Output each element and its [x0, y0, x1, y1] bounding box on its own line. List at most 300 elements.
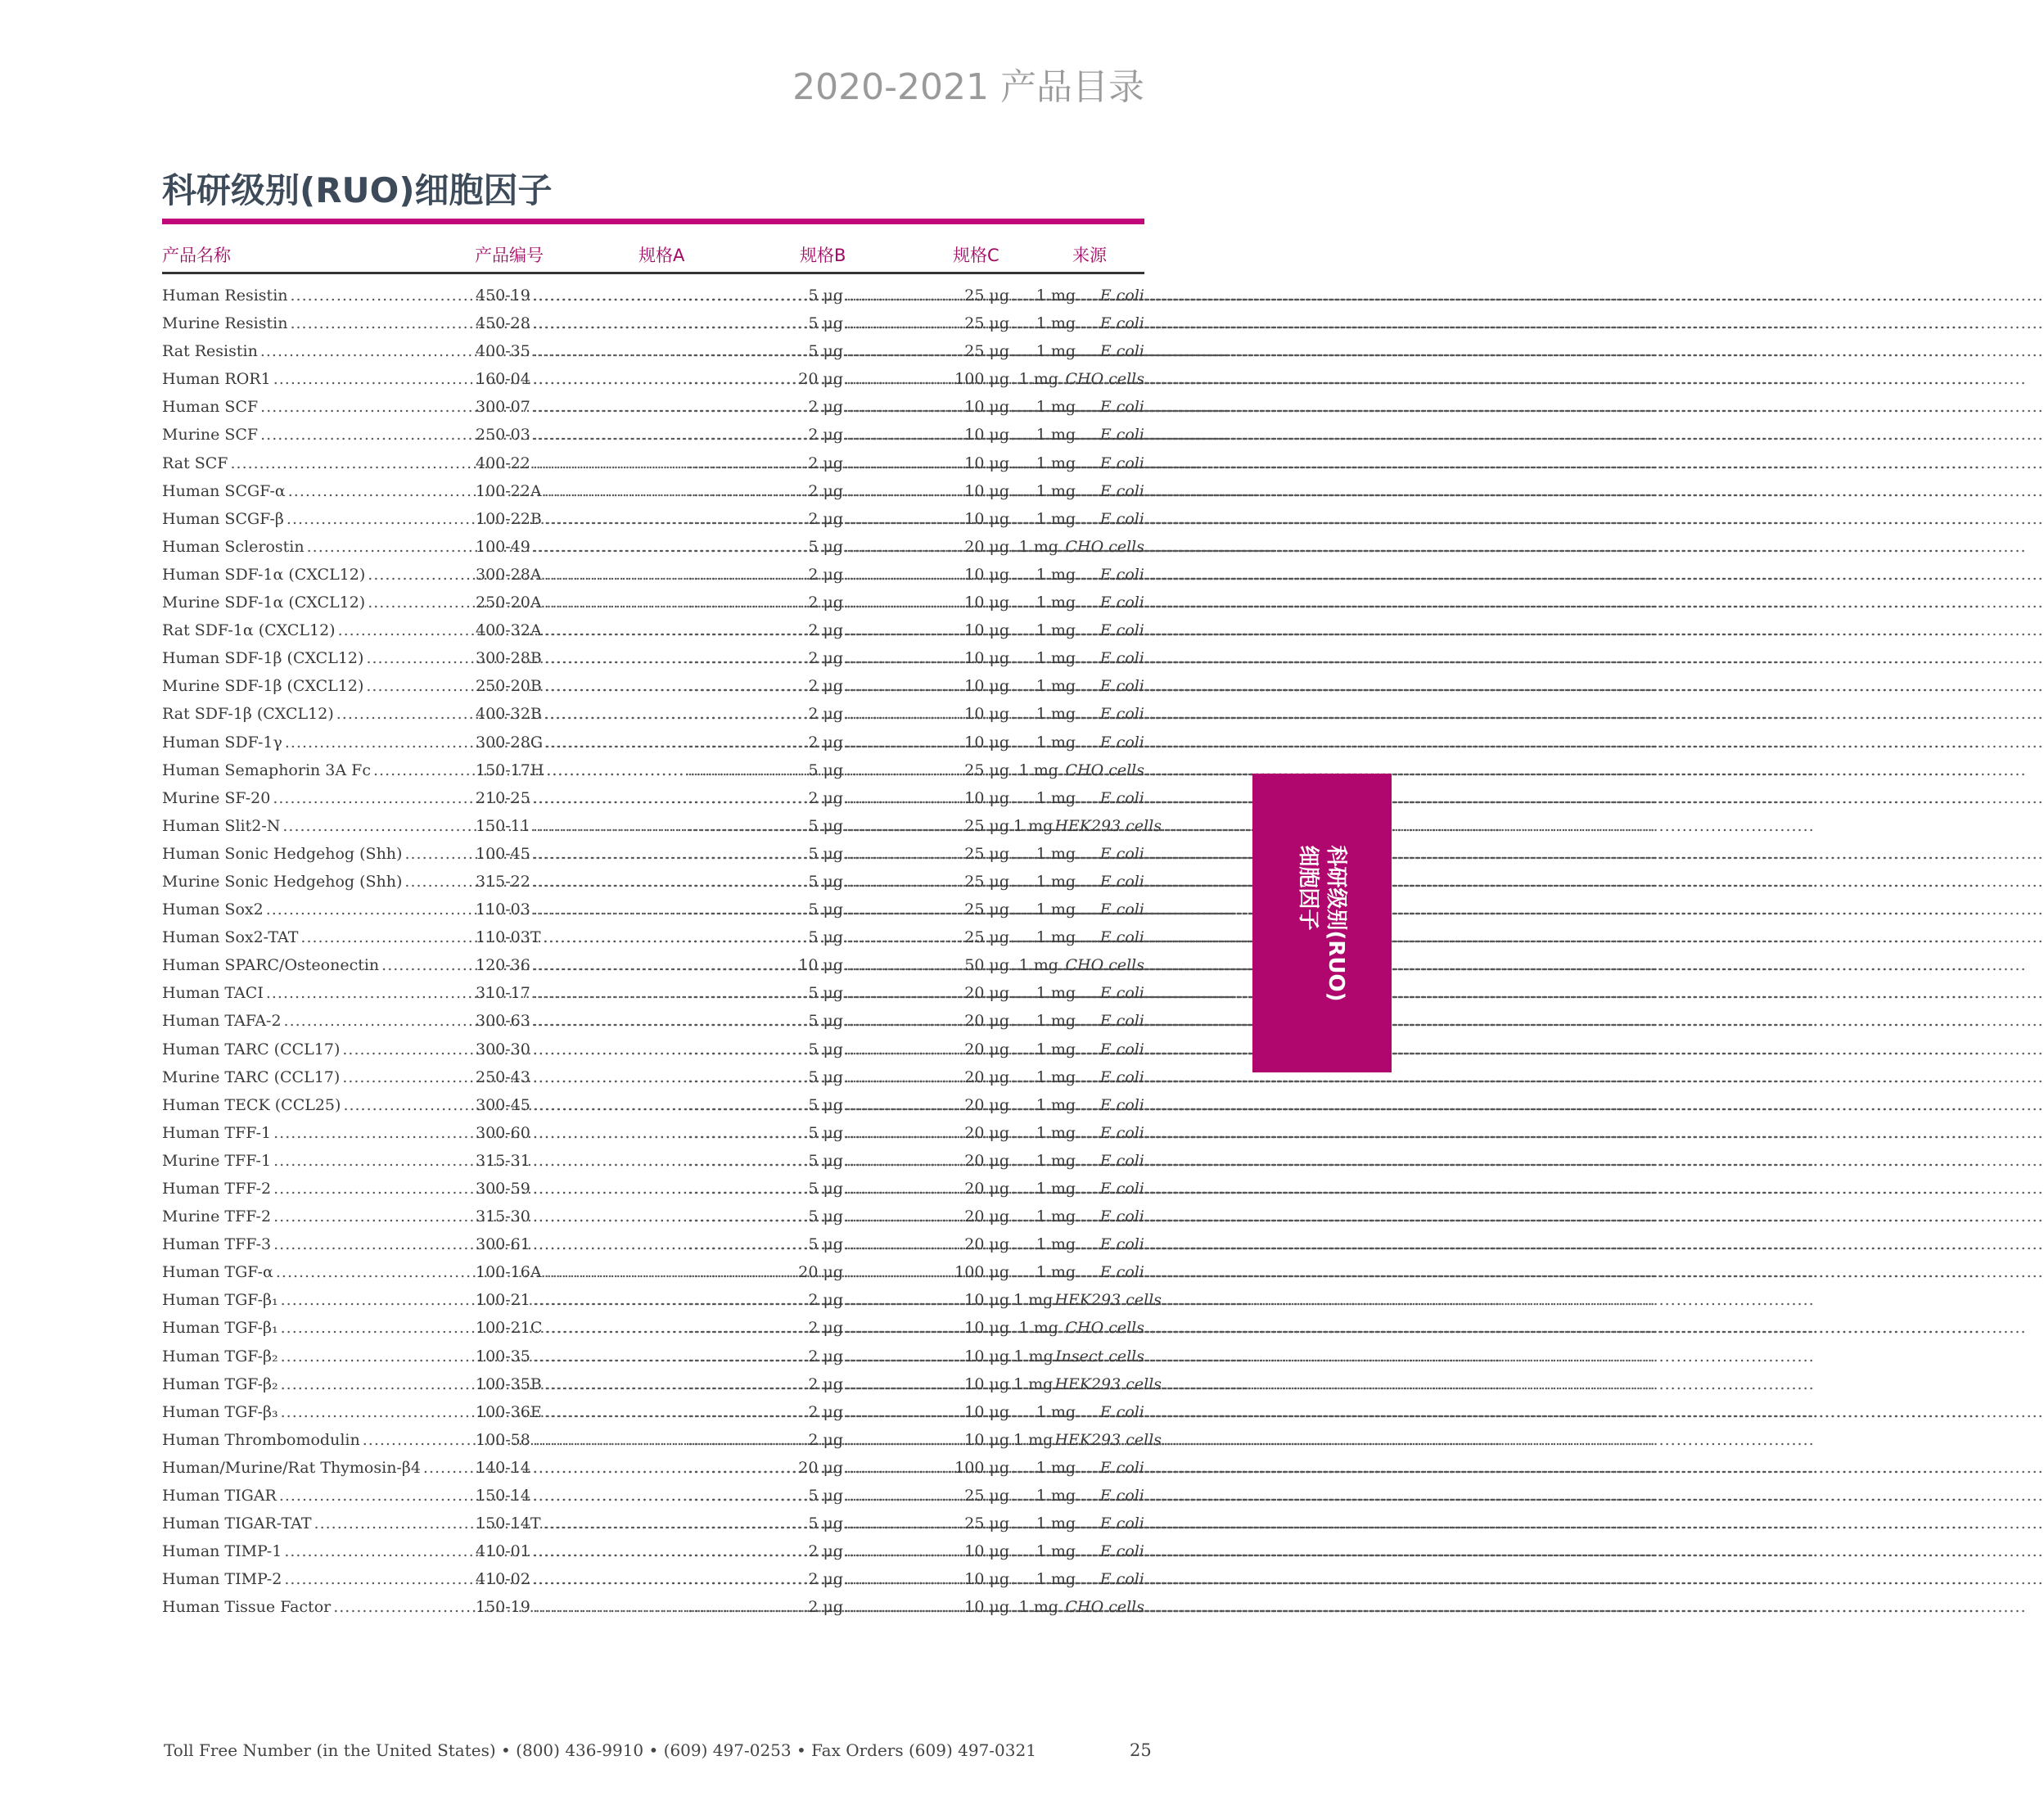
- dot-leader: [404, 873, 475, 891]
- section-title: 科研级别(RUO)细胞因子: [162, 170, 553, 210]
- size-b: 10 μg: [964, 1319, 1009, 1338]
- size-b: 100 μg: [954, 370, 1009, 389]
- product-name: Human TIMP-2: [162, 1570, 282, 1589]
- table-row: [162, 1204, 1144, 1232]
- product-name: Human Semaphorin 3A Fc: [162, 761, 371, 779]
- dot-leader: [846, 1263, 953, 1281]
- table-row: [162, 395, 1144, 422]
- table-row: [162, 1065, 1144, 1093]
- size-c: 1 mg: [1036, 594, 1076, 612]
- dot-leader: [1076, 594, 1099, 612]
- size-b: 10 μg: [964, 1291, 1009, 1310]
- catalog-number: 100-21: [476, 1291, 530, 1310]
- source: E.coli: [1099, 1263, 1144, 1282]
- product-name: Human TIMP-1: [162, 1542, 282, 1561]
- catalog-number: 100-21C: [476, 1319, 543, 1338]
- product-name: Human TGF-β₃: [162, 1402, 278, 1421]
- dot-leader: [273, 1124, 475, 1142]
- table-row: [162, 1316, 1144, 1343]
- dot-leader: [688, 733, 806, 752]
- dot-leader: [1076, 398, 1099, 416]
- dot-leader: [368, 594, 475, 612]
- catalog-number: 100-35B: [476, 1374, 542, 1393]
- table-row: [162, 925, 1144, 953]
- dot-leader: [688, 426, 806, 444]
- size-c: 1 mg: [1036, 677, 1076, 696]
- dot-leader: [846, 1514, 963, 1532]
- dot-leader: [688, 621, 806, 639]
- dot-leader: [688, 900, 806, 919]
- source: E.coli: [1099, 1207, 1144, 1226]
- catalog-number: 400-32B: [476, 705, 542, 724]
- dot-leader: [533, 1291, 685, 1309]
- dot-leader: [533, 789, 685, 807]
- product-name: Murine Sonic Hedgehog (Shh): [162, 872, 403, 891]
- dot-leader: [1012, 649, 1035, 667]
- dot-leader: [688, 454, 806, 472]
- dot-leader: [533, 1487, 685, 1505]
- dot-leader: [533, 1207, 685, 1225]
- size-b: 20 μg: [964, 1151, 1009, 1170]
- table-row: [162, 283, 1144, 311]
- size-a: 5 μg: [808, 900, 843, 919]
- source: E.coli: [1099, 1123, 1144, 1142]
- table-row: [162, 1483, 1144, 1511]
- product-name: Rat Resistin: [162, 342, 258, 361]
- size-a: 5 μg: [808, 816, 843, 835]
- size-b: 10 μg: [964, 1542, 1009, 1561]
- dot-leader: [1076, 621, 1099, 639]
- dot-leader: [688, 1514, 806, 1532]
- size-a: 2 μg: [808, 481, 843, 500]
- dot-leader: [363, 1431, 475, 1449]
- dot-leader: [342, 1068, 475, 1086]
- source: E.coli: [1099, 621, 1144, 640]
- size-a: 5 μg: [808, 1235, 843, 1254]
- catalog-number: 250-20A: [476, 594, 542, 612]
- catalog-number: 300-07: [476, 398, 530, 417]
- product-name: Human TGF-β₁: [162, 1319, 278, 1338]
- product-name: Human SCGF-α: [162, 481, 286, 500]
- dot-leader: [273, 1180, 475, 1198]
- dot-leader: [281, 1291, 475, 1309]
- product-name: Human SDF-1α (CXCL12): [162, 565, 366, 584]
- dot-leader: [846, 538, 963, 556]
- catalog-number: 100-58: [476, 1430, 530, 1449]
- header-divider: [162, 272, 1144, 274]
- dot-leader: [1012, 1207, 1035, 1225]
- dot-leader: [1012, 1542, 1035, 1560]
- size-a: 2 μg: [808, 677, 843, 696]
- dot-leader: [284, 1012, 475, 1030]
- dot-leader: [688, 1291, 806, 1309]
- table-row: [162, 1260, 1144, 1288]
- dot-leader: [1012, 677, 1035, 695]
- dot-leader: [688, 398, 806, 416]
- dot-leader: [846, 873, 963, 891]
- source: Insect cells: [1055, 1347, 1144, 1365]
- source: E.coli: [1099, 454, 1144, 472]
- dot-leader: [533, 1459, 685, 1477]
- catalog-number: 400-22: [476, 454, 530, 472]
- dot-leader: [1076, 845, 1099, 863]
- size-a: 2 μg: [808, 1291, 843, 1310]
- product-name: Human Thrombomodulin: [162, 1430, 360, 1449]
- size-a: 2 μg: [808, 1542, 843, 1561]
- dot-leader: [544, 1514, 685, 1532]
- dot-leader: [846, 621, 963, 639]
- table-row: [162, 618, 1144, 646]
- dot-leader: [688, 314, 806, 332]
- dot-leader: [846, 1319, 963, 1337]
- size-b: 10 μg: [964, 1430, 1009, 1449]
- dot-leader: [266, 984, 475, 1002]
- dot-leader: [1012, 1040, 1035, 1058]
- product-name: Murine TARC (CCL17): [162, 1068, 341, 1086]
- size-c: 1 mg: [1013, 1347, 1054, 1365]
- table-row: [162, 953, 1144, 981]
- product-name: Murine SDF-1α (CXCL12): [162, 594, 366, 612]
- product-name: Human Sonic Hedgehog (Shh): [162, 844, 403, 863]
- catalog-number: 300-45: [476, 1095, 530, 1114]
- size-b: 25 μg: [964, 844, 1009, 863]
- dot-leader: [544, 1375, 685, 1393]
- dot-leader: [273, 1152, 475, 1170]
- table-row: [162, 1456, 1144, 1483]
- dot-leader: [1076, 287, 1099, 305]
- size-c: 1 mg: [1036, 1012, 1076, 1031]
- size-c: 1 mg: [1036, 1151, 1076, 1170]
- dot-leader: [846, 900, 963, 919]
- size-a: 5 μg: [808, 314, 843, 333]
- dot-leader: [1076, 1124, 1099, 1142]
- size-a: 2 μg: [808, 621, 843, 640]
- size-b: 25 μg: [964, 314, 1009, 333]
- catalog-number: 150-14: [476, 1487, 530, 1505]
- source: E.coli: [1099, 314, 1144, 333]
- dot-leader: [688, 1012, 806, 1030]
- size-c: 1 mg: [1018, 537, 1058, 556]
- table-row: [162, 646, 1144, 674]
- dot-leader: [533, 287, 685, 305]
- size-a: 20 μg: [798, 370, 843, 389]
- product-name: Human TGF-β₁: [162, 1291, 278, 1310]
- dot-leader: [688, 1207, 806, 1225]
- dot-leader: [688, 510, 806, 528]
- source: CHO cells: [1065, 761, 1145, 779]
- size-c: 1 mg: [1018, 370, 1058, 389]
- size-b: 10 μg: [964, 454, 1009, 472]
- dot-leader: [281, 1347, 475, 1365]
- table-row: [162, 562, 1144, 590]
- size-b: 25 μg: [964, 816, 1009, 835]
- dot-leader: [846, 482, 963, 500]
- dot-leader: [1012, 538, 1017, 556]
- product-name: Human SDF-1γ: [162, 733, 282, 752]
- table-row: [162, 981, 1144, 1009]
- size-a: 5 μg: [808, 1180, 843, 1198]
- size-a: 2 μg: [808, 1430, 843, 1449]
- size-b: 25 μg: [964, 761, 1009, 779]
- catalog-number: 150-19: [476, 1598, 530, 1617]
- dot-leader: [338, 621, 475, 639]
- catalog-number: 160-04: [476, 370, 530, 389]
- dot-leader: [846, 1235, 963, 1253]
- dot-leader: [373, 761, 475, 779]
- dot-leader: [1012, 1514, 1035, 1532]
- product-name: Human SDF-1β (CXCL12): [162, 649, 364, 668]
- table-row: [162, 1093, 1144, 1121]
- table-row: [162, 730, 1144, 758]
- dot-leader: [1012, 287, 1035, 305]
- size-c: 1 mg: [1036, 872, 1076, 891]
- size-b: 25 μg: [964, 287, 1009, 305]
- dot-leader: [846, 733, 963, 752]
- footer-contact: Toll Free Number (in the United States) • (800) 436-9910 • (609) 497-0253 • Fax Orders (609) 497-0321: [164, 1740, 1036, 1760]
- size-a: 2 μg: [808, 1319, 843, 1338]
- catalog-number: 400-32A: [476, 621, 542, 640]
- dot-leader: [1012, 1598, 1017, 1616]
- dot-leader: [273, 789, 475, 807]
- column-header-source: 来源: [1072, 246, 1107, 265]
- size-a: 5 μg: [808, 287, 843, 305]
- table-row: [162, 367, 1144, 395]
- title-divider: [162, 219, 1144, 224]
- dot-leader: [688, 1598, 806, 1616]
- dot-leader: [273, 1207, 475, 1225]
- dot-leader: [1076, 649, 1099, 667]
- size-b: 10 μg: [964, 677, 1009, 696]
- dot-leader: [533, 314, 685, 332]
- dot-leader: [688, 1124, 806, 1142]
- dot-leader: [281, 1319, 475, 1337]
- catalog-number: 300-28G: [476, 733, 544, 752]
- dot-leader: [533, 900, 685, 919]
- dot-leader: [1076, 1514, 1099, 1532]
- dot-leader: [688, 1403, 806, 1421]
- dot-leader: [846, 566, 963, 584]
- table-row: [162, 1009, 1144, 1036]
- dot-leader: [1076, 454, 1099, 472]
- dot-leader: [688, 482, 806, 500]
- size-a: 5 μg: [808, 1012, 843, 1031]
- dot-leader: [544, 594, 685, 612]
- size-c: 1 mg: [1036, 1235, 1076, 1254]
- dot-leader: [1076, 1487, 1099, 1505]
- size-b: 10 μg: [964, 594, 1009, 612]
- product-name: Rat SDF-1β (CXCL12): [162, 705, 334, 724]
- size-b: 25 μg: [964, 1514, 1009, 1533]
- dot-leader: [1012, 510, 1035, 528]
- product-name: Human TGF-β₂: [162, 1347, 278, 1365]
- dot-leader: [1076, 1180, 1099, 1198]
- product-name: Human TGF-β₂: [162, 1374, 278, 1393]
- size-c: 1 mg: [1036, 1487, 1076, 1505]
- source: E.coli: [1099, 565, 1144, 584]
- dot-leader: [1012, 1487, 1035, 1505]
- size-a: 5 μg: [808, 1207, 843, 1226]
- source: E.coli: [1099, 1180, 1144, 1198]
- dot-leader: [1076, 1570, 1099, 1588]
- dot-leader: [533, 1431, 685, 1449]
- dot-leader: [260, 342, 475, 360]
- dot-leader: [533, 1124, 685, 1142]
- product-name: Human/Murine/Rat Thymosin-β4: [162, 1458, 421, 1477]
- catalog-number: 450-28: [476, 314, 530, 333]
- size-c: 1 mg: [1036, 984, 1076, 1003]
- product-name: Human Tissue Factor: [162, 1598, 332, 1617]
- dot-leader: [544, 621, 685, 639]
- dot-leader: [1076, 1096, 1099, 1114]
- dot-leader: [1012, 454, 1035, 472]
- dot-leader: [846, 1291, 963, 1309]
- catalog-number: 150-17H: [476, 761, 544, 779]
- catalog-number: 250-20B: [476, 677, 542, 696]
- dot-leader: [846, 1542, 963, 1560]
- size-a: 2 μg: [808, 565, 843, 584]
- product-name: Human ROR1: [162, 370, 271, 389]
- size-c: 1 mg: [1036, 454, 1076, 472]
- size-c: 1 mg: [1036, 1263, 1076, 1282]
- size-a: 2 μg: [808, 398, 843, 417]
- catalog-number: 100-16A: [476, 1263, 542, 1282]
- size-c: 1 mg: [1018, 761, 1058, 779]
- size-a: 5 μg: [808, 342, 843, 361]
- product-name: Human TFF-3: [162, 1235, 272, 1254]
- dot-leader: [1012, 1096, 1035, 1114]
- size-c: 1 mg: [1036, 733, 1076, 752]
- dot-leader: [846, 1598, 963, 1616]
- dot-leader: [688, 1152, 806, 1170]
- dot-leader: [1012, 1459, 1035, 1477]
- size-c: 1 mg: [1013, 1291, 1054, 1310]
- size-a: 2 μg: [808, 426, 843, 445]
- dot-leader: [846, 398, 963, 416]
- size-a: 5 μg: [808, 872, 843, 891]
- size-c: 1 mg: [1036, 1514, 1076, 1533]
- product-name: Murine TFF-1: [162, 1151, 272, 1170]
- dot-leader: [333, 1598, 475, 1616]
- dot-leader: [290, 314, 475, 332]
- dot-leader: [284, 1542, 475, 1560]
- dot-leader: [846, 1180, 963, 1198]
- catalog-number: 100-35: [476, 1347, 530, 1365]
- dot-leader: [688, 370, 796, 388]
- table-row: [162, 1400, 1144, 1428]
- dot-leader: [1012, 482, 1035, 500]
- size-c: 1 mg: [1013, 816, 1054, 835]
- size-a: 2 μg: [808, 1598, 843, 1617]
- dot-leader: [846, 594, 963, 612]
- dot-leader: [1012, 984, 1035, 1002]
- size-c: 1 mg: [1036, 565, 1076, 584]
- table-row: [162, 479, 1144, 507]
- dot-leader: [688, 1570, 806, 1588]
- dot-leader: [688, 538, 806, 556]
- size-c: 1 mg: [1036, 398, 1076, 417]
- source: E.coli: [1099, 287, 1144, 305]
- dot-leader: [846, 1040, 963, 1058]
- source: E.coli: [1099, 481, 1144, 500]
- source: E.coli: [1099, 342, 1144, 361]
- source: E.coli: [1099, 594, 1144, 612]
- source: HEK293 cells: [1054, 1374, 1162, 1393]
- dot-leader: [1076, 873, 1099, 891]
- size-b: 10 μg: [964, 398, 1009, 417]
- dot-leader: [1076, 733, 1099, 752]
- dot-leader: [533, 342, 685, 360]
- source: E.coli: [1099, 705, 1144, 724]
- size-b: 10 μg: [964, 649, 1009, 668]
- dot-leader: [846, 1431, 963, 1449]
- dot-leader: [688, 1263, 796, 1281]
- size-b: 20 μg: [964, 1180, 1009, 1198]
- dot-leader: [688, 287, 806, 305]
- dot-leader: [1012, 566, 1035, 584]
- dot-leader: [1076, 984, 1099, 1002]
- dot-leader: [688, 984, 806, 1002]
- dot-leader: [688, 1040, 806, 1058]
- dot-leader: [1076, 342, 1099, 360]
- dot-leader: [1076, 677, 1099, 695]
- dot-leader: [366, 649, 475, 667]
- product-name: Human TIGAR-TAT: [162, 1514, 312, 1533]
- dot-leader: [1076, 1235, 1099, 1253]
- dot-leader: [533, 426, 685, 444]
- table-row: [162, 674, 1144, 702]
- table-row: [162, 1428, 1162, 1456]
- dot-leader: [846, 1403, 963, 1421]
- dot-leader: [688, 1096, 806, 1114]
- dot-leader: [846, 984, 963, 1002]
- dot-leader: [533, 845, 685, 863]
- size-c: 1 mg: [1036, 1068, 1076, 1086]
- size-b: 10 μg: [964, 1374, 1009, 1393]
- dot-leader: [846, 705, 963, 723]
- catalog-number: 300-63: [476, 1012, 530, 1031]
- product-name: Human Sox2: [162, 900, 264, 919]
- table-row: [162, 1232, 1144, 1260]
- size-c: 1 mg: [1036, 426, 1076, 445]
- dot-leader: [544, 928, 685, 946]
- table-row: [162, 451, 1144, 479]
- source: E.coli: [1099, 1235, 1144, 1254]
- size-c: 1 mg: [1036, 314, 1076, 333]
- size-a: 5 μg: [808, 984, 843, 1003]
- source: E.coli: [1099, 1151, 1144, 1170]
- dot-leader: [1012, 900, 1035, 919]
- dot-leader: [533, 1012, 685, 1030]
- table-row: [162, 535, 1144, 562]
- dot-leader: [545, 733, 685, 752]
- product-name: Human Slit2-N: [162, 816, 281, 835]
- dot-leader: [688, 817, 806, 835]
- dot-leader: [1012, 594, 1035, 612]
- size-a: 5 μg: [808, 1095, 843, 1114]
- size-c: 1 mg: [1036, 1180, 1076, 1198]
- dot-leader: [533, 1235, 685, 1253]
- dot-leader: [1012, 1180, 1035, 1198]
- size-a: 2 μg: [808, 1570, 843, 1589]
- dot-leader: [1012, 705, 1035, 723]
- dot-leader: [688, 845, 806, 863]
- size-b: 20 μg: [964, 537, 1009, 556]
- size-c: 1 mg: [1036, 900, 1076, 919]
- dot-leader: [1012, 873, 1035, 891]
- size-b: 20 μg: [964, 1235, 1009, 1254]
- catalog-number: 400-35: [476, 342, 530, 361]
- dot-leader: [533, 1598, 685, 1616]
